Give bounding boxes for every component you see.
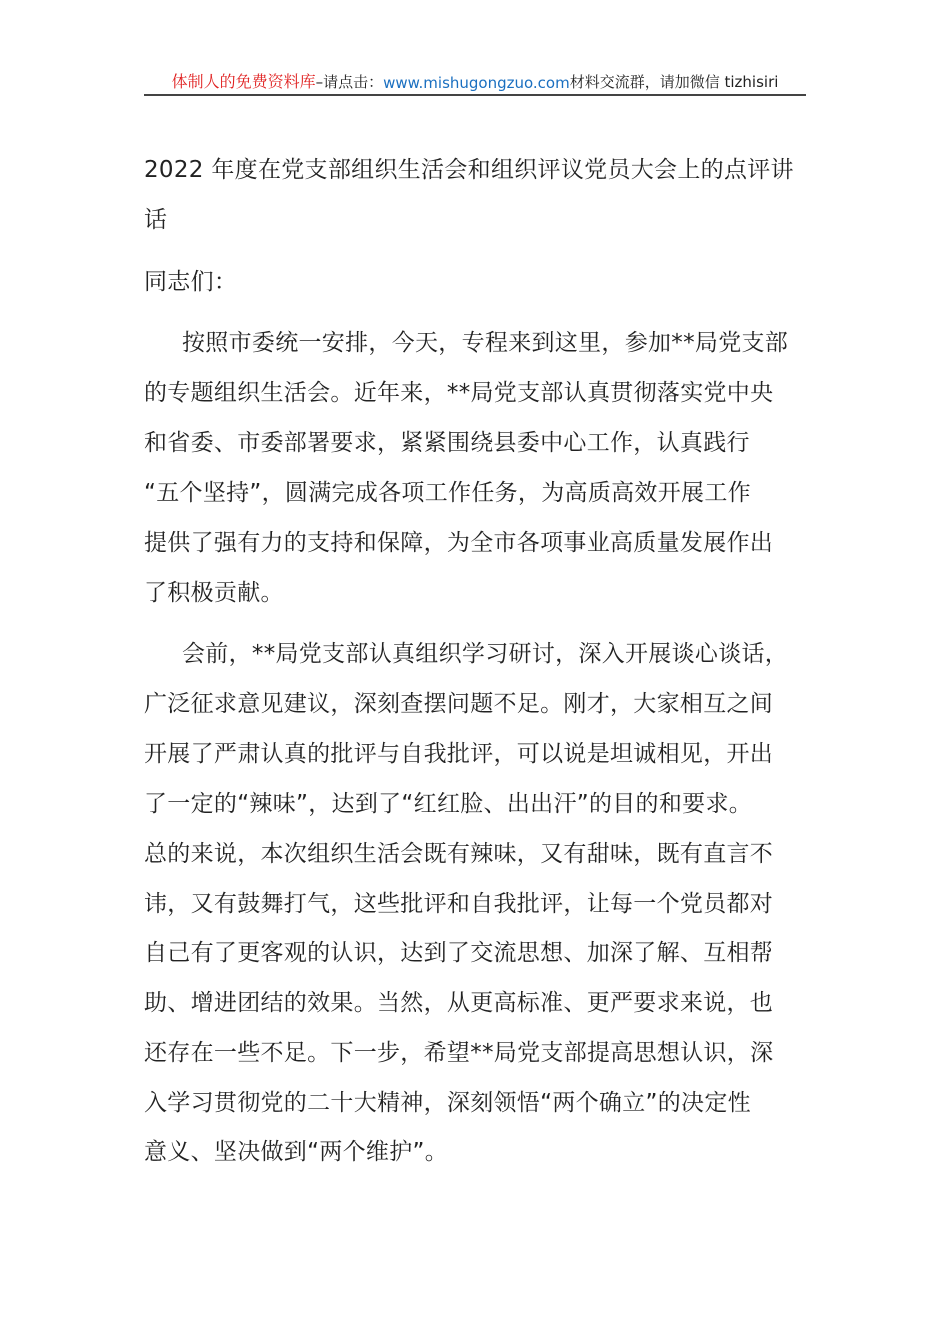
paragraph-line: 的专题组织生活会。近年来，**局党支部认真贯彻落实党中央: [144, 380, 774, 406]
paragraph-line: 还存在一些不足。下一步，希望**局党支部提高思想认识，深: [144, 1040, 774, 1066]
page-header: [144, 70, 806, 96]
paragraph-line: 讳，又有鼓舞打气，这些批评和自我批评，让每一个党员都对: [144, 891, 774, 917]
paragraph-line: 提供了强有力的支持和保障，为全市各项事业高质量发展作出: [144, 530, 774, 556]
paragraph-line: 入学习贯彻党的二十大精神，深刻领悟“两个确立”的决定性: [144, 1090, 751, 1116]
paragraph-line: 和省委、市委部署要求，紧紧围绕县委中心工作，认真践行: [144, 430, 750, 456]
document-title-line: 话: [144, 207, 168, 233]
paragraph-line: 了一定的“辣味”，达到了“红红脸、出出汗”的目的和要求。: [144, 791, 753, 817]
header-url-link[interactable]: www.mishugongzuo.com: [383, 74, 570, 92]
paragraph-line: 意义、坚决做到“两个维护”。: [144, 1139, 449, 1165]
paragraph-line: 开展了严肃认真的批评与自我批评，可以说是坦诚相见，开出: [144, 741, 774, 767]
salutation: 同志们：: [144, 269, 238, 295]
paragraph-line: 助、增进团结的效果。当然，从更高标准、更严要求来说，也: [144, 990, 774, 1016]
paragraph-line: “五个坚持”，圆满完成各项工作任务，为高质高效开展工作: [144, 480, 751, 506]
paragraph-line: 广泛征求意见建议，深刻查摆问题不足。刚才，大家相互之间: [144, 691, 774, 717]
paragraph-line: 按照市委统一安排，今天，专程来到这里，参加**局党支部: [182, 330, 789, 356]
paragraph-line: 自己有了更客观的认识，达到了交流思想、加深了解、互相帮: [144, 940, 774, 966]
paragraph-line: 总的来说，本次组织生活会既有辣味，又有甜味，既有直言不: [144, 841, 774, 867]
paragraph-line: 会前，**局党支部认真组织学习研讨，深入开展谈心谈话，: [182, 641, 789, 667]
header-note: 材料交流群，请加微信 tizhisiri: [569, 73, 779, 91]
header-prompt: –请点击：: [315, 73, 384, 91]
header-brand: 体制人的免费资料库: [171, 72, 316, 91]
paragraph-line: 了积极贡献。: [144, 580, 284, 606]
document-title-line: 2022 年度在党支部组织生活会和组织评议党员大会上的点评讲: [144, 157, 794, 183]
